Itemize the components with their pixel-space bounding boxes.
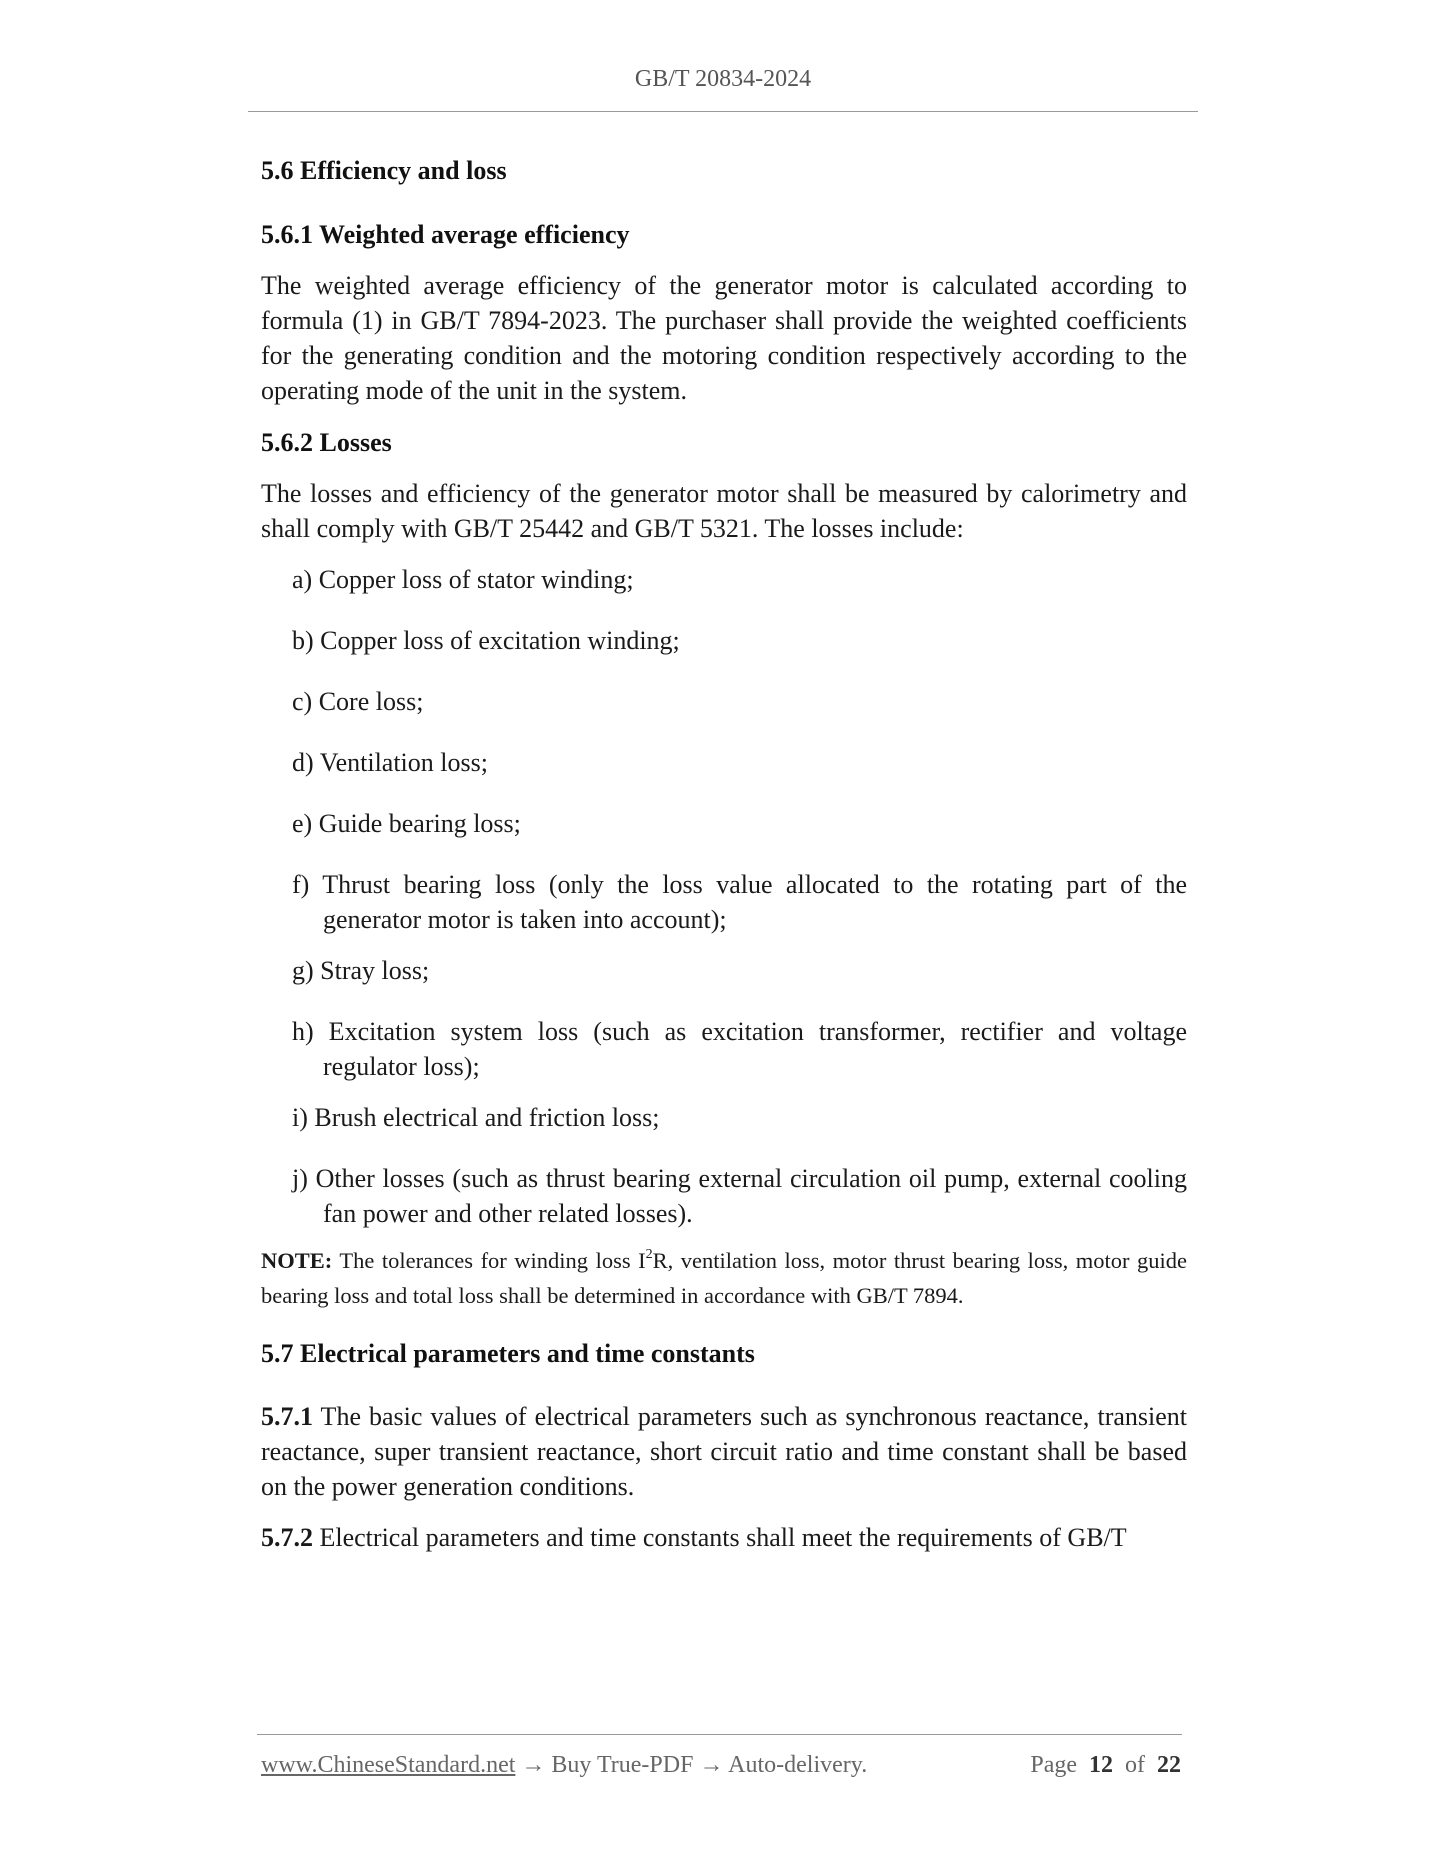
section-5-7-heading: 5.7 Electrical parameters and time constants <box>261 1339 755 1368</box>
note-label: NOTE: <box>261 1248 333 1273</box>
of-label: of <box>1125 1752 1145 1778</box>
list-item: d) Ventilation loss; <box>292 748 488 777</box>
section-5-6-2-body: The losses and efficiency of the generator motor shall be measured by calorimetry and shall comply with GB/T 25442 and GB/T 5321. The losses include: <box>261 479 1187 543</box>
section-5-7-1-number: 5.7.1 <box>261 1402 313 1431</box>
arrow-icon: → <box>699 1752 724 1778</box>
section-5-6-1-body: The weighted average efficiency of the generator motor is calculated according to formula (1) in GB/T 7894-2023. The purchaser shall provide the weighted coefficients for the generating condition and the motoring condition respectively according to the operating mode of the unit in the system. <box>261 271 1187 405</box>
list-item: c) Core loss; <box>292 687 424 716</box>
footer-divider <box>257 1734 1182 1735</box>
page-header: GB/T 20834-2024 <box>634 66 812 92</box>
page-content <box>261 152 1187 1555</box>
section-5-7-2-number: 5.7.2 <box>261 1523 313 1552</box>
page-indicator <box>1030 1752 1181 1779</box>
arrow-icon: → <box>521 1752 546 1778</box>
note-text-continued: R, ventilation loss, motor thrust bearing loss, motor guide bearing loss and total loss shall be determined in accordance with GB/T 7894. <box>261 1248 1187 1308</box>
section-5-6-1-heading: 5.6.1 Weighted average efficiency <box>261 220 630 249</box>
section-5-7-2-body: Electrical parameters and time constants shall meet the requirements of GB/T <box>313 1523 1127 1552</box>
note-superscript: 2 <box>645 1247 653 1262</box>
list-item: f) Thrust bearing loss (only the loss value allocated to the rotating part of the generator motor is taken into account); <box>292 870 1187 934</box>
list-item: h) Excitation system loss (such as excitation transformer, rectifier and voltage regulator loss); <box>292 1017 1187 1081</box>
page-number: 12 <box>1089 1752 1113 1778</box>
list-item: b) Copper loss of excitation winding; <box>292 626 680 655</box>
page-label: Page <box>1030 1752 1077 1778</box>
section-5-7-1-body: The basic values of electrical parameters such as synchronous reactance, transient reactance, super transient reactance, short circuit ratio and time constant shall be based on the power generation conditions. <box>261 1402 1187 1501</box>
list-item: g) Stray loss; <box>292 956 430 985</box>
section-5-7-1-paragraph <box>261 1399 1187 1504</box>
footer-promo <box>261 1752 867 1779</box>
list-item: j) Other losses (such as thrust bearing external circulation oil pump, external cooling fan power and other related losses). <box>292 1164 1187 1228</box>
auto-delivery-text: Auto-delivery. <box>728 1752 868 1778</box>
note-text: The tolerances for winding loss I <box>332 1248 646 1273</box>
list-item: i) Brush electrical and friction loss; <box>292 1103 660 1132</box>
note-paragraph <box>261 1243 1187 1313</box>
page-footer <box>261 1752 1181 1786</box>
section-5-6-heading: 5.6 Efficiency and loss <box>261 156 507 185</box>
buy-pdf-text: Buy True-PDF <box>551 1752 694 1778</box>
page-total: 22 <box>1157 1752 1181 1778</box>
header-divider <box>248 111 1198 112</box>
website-link[interactable]: www.ChineseStandard.net <box>261 1752 516 1778</box>
list-item: a) Copper loss of stator winding; <box>292 565 634 594</box>
section-5-6-2-heading: 5.6.2 Losses <box>261 428 392 457</box>
loss-list <box>261 562 1187 1231</box>
list-item: e) Guide bearing loss; <box>292 809 521 838</box>
section-5-7-2-paragraph <box>261 1520 1187 1555</box>
